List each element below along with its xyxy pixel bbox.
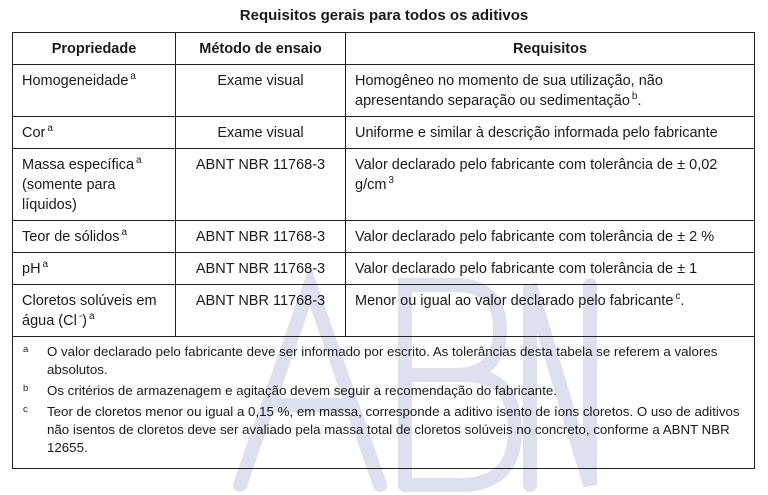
- req-cell: Valor declarado pelo fabricante com tolerância de ± 2 %: [346, 221, 755, 253]
- method-cell: ABNT NBR 11768-3: [176, 221, 346, 253]
- prop-cell: Cor $^a$: [13, 117, 176, 149]
- prop-cell: pH $^a$: [13, 253, 176, 285]
- footnote-mark: a: [23, 344, 29, 355]
- table-row: [13, 285, 755, 337]
- prop-cell: Massa específica $^a$ (somente para líquidos): [13, 149, 176, 221]
- req-cell: Menor ou igual ao valor declarado pelo fabricante $^c$.: [346, 285, 755, 337]
- footnotes: [13, 337, 755, 469]
- method-cell: ABNT NBR 11768-3: [176, 149, 346, 221]
- footnote-text: Teor de cloretos menor ou igual a 0,15 %, em massa, corresponde a aditivo isento de íons cloretos. O uso de aditivos não isentos de cloretos deve ser avaliado pela massa total de cloretos solúveis no concreto, conforme a ABNT NBR 12655.: [47, 404, 740, 455]
- footnote-mark: c: [23, 404, 28, 415]
- footnote: [23, 343, 744, 379]
- table-row: [13, 221, 755, 253]
- footnote-mark: b: [23, 383, 29, 394]
- req-cell: Uniforme e similar à descrição informada pelo fabricante: [346, 117, 755, 149]
- table-title: Requisitos gerais para todos os aditivos: [239, 7, 529, 24]
- header-propriedade: Propriedade: [13, 33, 176, 65]
- req-cell: Valor declarado pelo fabricante com tolerância de ± 0,02 g/cm $^3$: [346, 149, 755, 221]
- header-requisitos: Requisitos: [346, 33, 755, 65]
- method-cell: Exame visual: [176, 117, 346, 149]
- footnote: [23, 382, 744, 400]
- prop-cell: Homogeneidade $^a$: [13, 65, 176, 117]
- method-cell: ABNT NBR 11768-3: [176, 285, 346, 337]
- method-cell: Exame visual: [176, 65, 346, 117]
- req-cell: Homogêneo no momento de sua utilização, não apresentando separação ou sedimentação $^b$.: [346, 65, 755, 117]
- footnote-text: O valor declarado pelo fabricante deve ser informado por escrito. As tolerâncias desta tabela se referem a valores absolutos.: [47, 344, 718, 377]
- prop-cell: Cloretos solúveis em água (Cl -) $^a$: [13, 285, 176, 337]
- table-row: [13, 65, 755, 117]
- req-cell: Valor declarado pelo fabricante com tolerância de ± 1: [346, 253, 755, 285]
- table-header-row: [13, 33, 755, 65]
- header-metodo: Método de ensaio: [176, 33, 346, 65]
- table-row: [13, 149, 755, 221]
- requirements-table: [12, 32, 755, 469]
- footnote: [23, 403, 744, 457]
- footnote-text: Os critérios de armazenagem e agitação devem seguir a recomendação do fabricante.: [47, 383, 557, 398]
- table-row: [13, 253, 755, 285]
- table-row: [13, 117, 755, 149]
- prop-cell: Teor de sólidos $^a$: [13, 221, 176, 253]
- notes-row: [13, 337, 755, 469]
- method-cell: ABNT NBR 11768-3: [176, 253, 346, 285]
